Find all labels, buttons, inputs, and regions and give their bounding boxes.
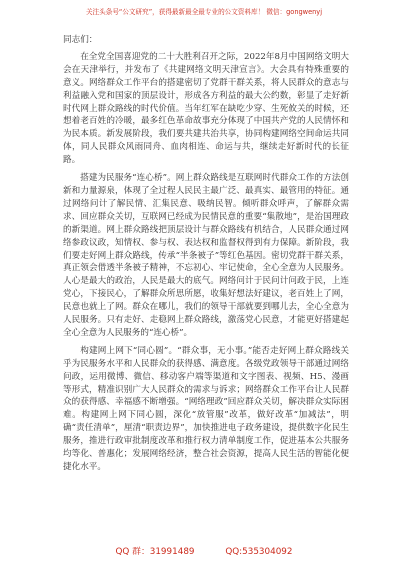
paragraph-intro: 在全党全国喜迎党的二十大胜利召开之际，2022年8月中国网络文明大会在天津举行，并发布了《共建网络文明天津宣言》。大会具有特殊重要的意义。网络群众工作平台的搭建密切了党群干群关系，将人民群众的意志与利益融入党和国家的顶层设计，形成各方利益的最大公约数，彰显了走好新时代网上群众路线的时代价值。当年红军在缺吃少穿、生死攸关的时候，还想着老百姓的冷暖，最多红色革命故事充分体现了中国共产党的人民情怀和为民本质。新发展阶段，我们要共建共治共享，协同构建网络空间命运共同体，同人民群众风雨同舟、血肉相连、命运与共，继续走好新时代的长征路。 bbox=[63, 51, 349, 166]
document-body bbox=[63, 34, 349, 479]
paragraph-bridge: 搭建为民服务“连心桥”。网上群众路线是互联网时代群众工作的方法创新和力量源泉，体现了全过程人民民主最广泛、最真实、最管用的特征。通过网络问计了解民情、汇集民意、吸纳民智。倾听群众呼声，了解群众需求、回应群众关切，互联网已经成为民情民意的重要“集散地”，是治国理政的新渠道。网上群众路线把顶层设计与群众路线有机结合，人民群众通过网络参政议政，知情权、参与权、表达权和监督权得到有力保障。新阶段，我们要走好网上群众路线，传承“半条被子”等红色基因。密切党群干群关系，真正领会借透半条被子精神，不忘初心、牢记使命，全心全意为人民服务。人心是最大的政治，人民是最大的底气。网络问计于民问计问政于民，上连党心，下接民心，了解群众所思所愿，收集好想法好建议，老百姓上了网，民意也就上了网。群众在哪儿，我们的领导干部就要到哪儿去，全心全意为人民服务。只有走好、走稳网上群众路线，激荡党心民意，才能更好搭建起全心全意为人民服务的“连心桥”。 bbox=[63, 173, 349, 338]
qq-group-label: QQ 群：31991489 bbox=[115, 547, 195, 557]
paragraph-circle: 构建网上网下“同心圆”。“群众事，无小事。”能否走好网上群众路线关乎为民服务水平和人民群众的获得感、满意度。各级党政领导干部通过网络问政，运用微博、微信、移动客户端等渠道和文字图表、视频、H5、漫画等形式，精准识别广大人民群众的需求与诉求；网络群众工作平台让人民群众的获得感、幸福感不断增强。“网络理政”回应群众关切，解决群众实际困难。构建网上网下同心圆，深化“放管服”改革，做好改革“加减法”，明确“责任清单”，厘清“职责边界”，加快推进电子政务建设，提供数字化民生服务，推进行政审批制度改革和推行权力清单制度工作，促进基本公共服务均等化、普惠化；发展网络经济，整合社会资源，提高人民生活的智能化便捷化水平。 bbox=[63, 345, 349, 472]
contact-footer bbox=[0, 544, 408, 557]
qq-contact-label: QQ:535304092 bbox=[225, 547, 293, 557]
salutation: 同志们： bbox=[63, 35, 98, 45]
promo-banner: 关注头条号“公文研究”，获得最新最全最专业的公文资料库！ 微信：gongwenyj bbox=[85, 8, 323, 16]
